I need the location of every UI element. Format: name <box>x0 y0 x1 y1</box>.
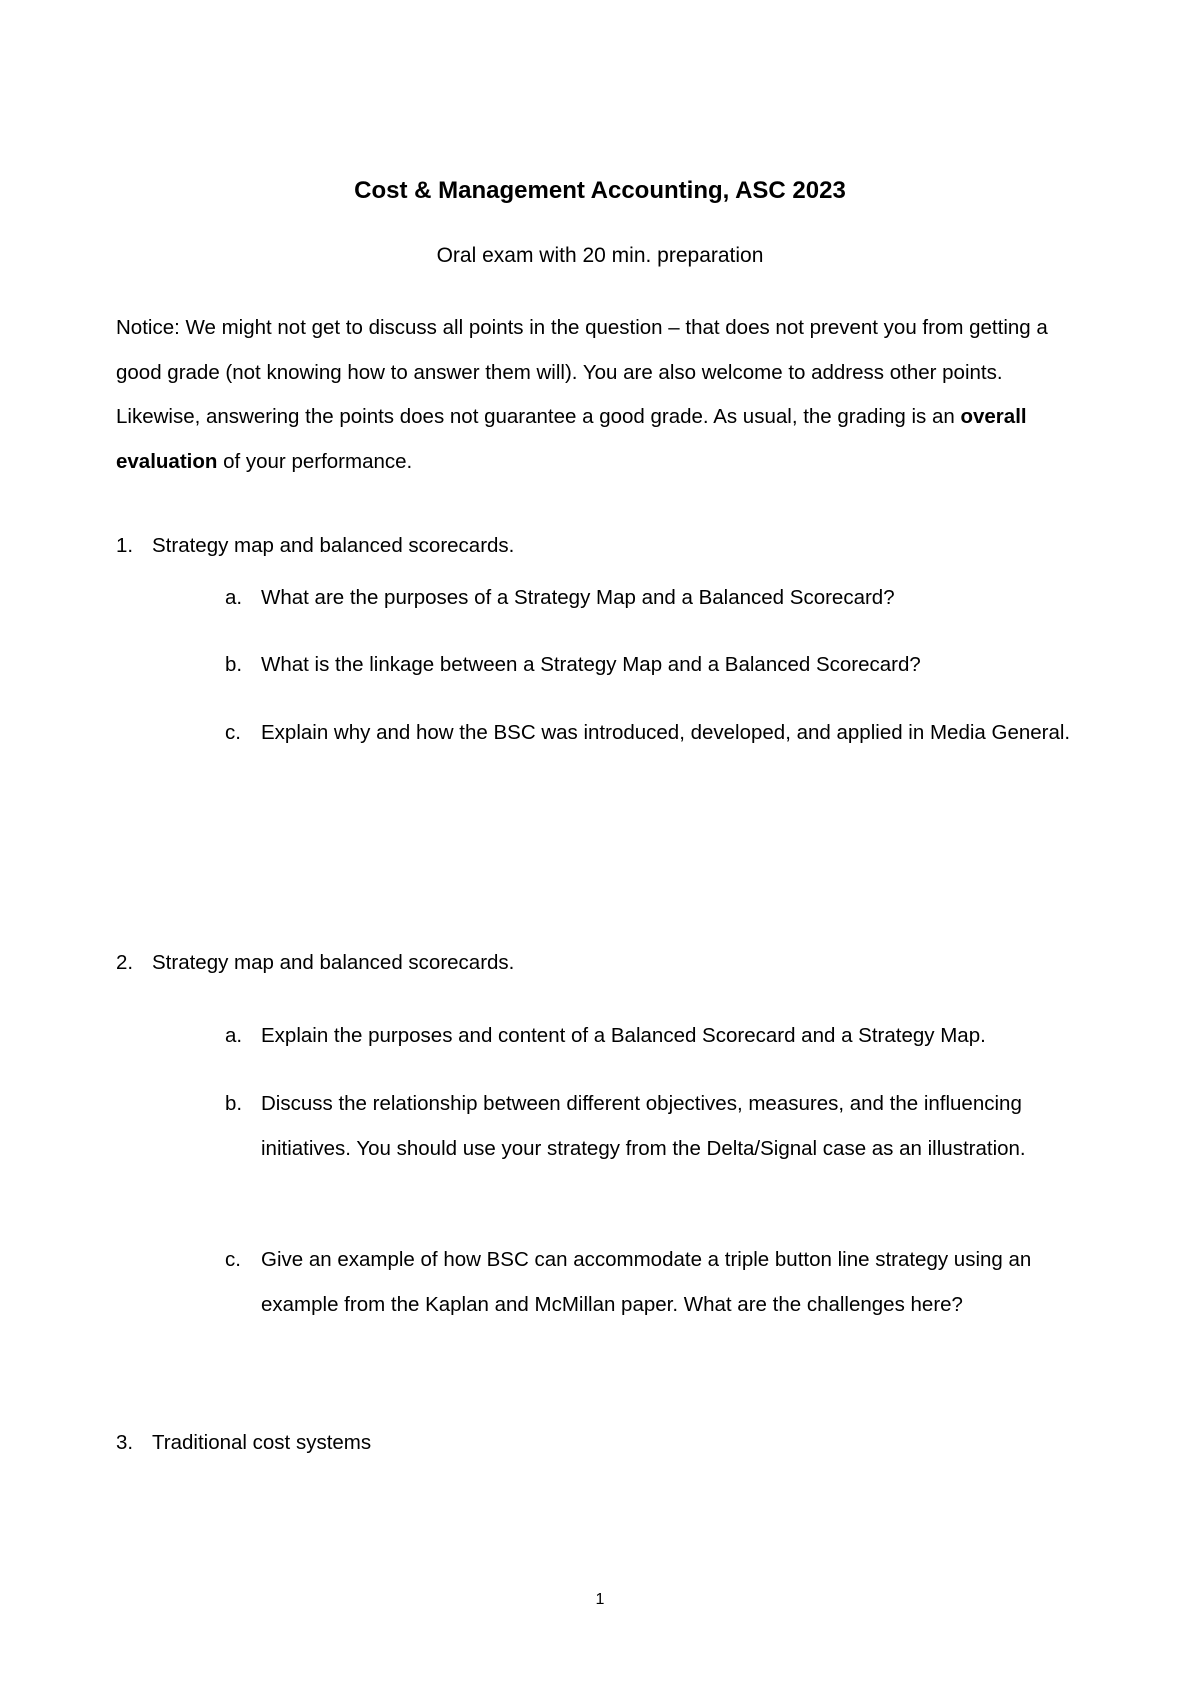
question-1-heading <box>116 531 514 561</box>
question-number: 3. <box>116 1431 134 1454</box>
question-1-item-a <box>225 576 1105 621</box>
item-letter: b. <box>225 653 243 676</box>
item-letter: c. <box>225 1248 241 1271</box>
notice-paragraph <box>116 306 1091 484</box>
document-subtitle: Oral exam with 20 min. preparation <box>436 244 764 267</box>
page-number: 1 <box>595 1591 605 1608</box>
item-text: Discuss the relationship between different objectives, measures, and the influencing initiatives. You should use your strategy from the Delta/Signal case as an illustration. <box>261 1092 1026 1160</box>
item-letter: a. <box>225 586 243 609</box>
question-2-item-c <box>225 1238 1105 1327</box>
question-2-item-b <box>225 1082 1105 1171</box>
question-number: 1. <box>116 534 134 557</box>
document-title: Cost & Management Accounting, ASC 2023 <box>354 177 846 204</box>
item-text: Give an example of how BSC can accommodate a triple button line strategy using an example from the Kaplan and McMillan paper. What are the challenges here? <box>261 1248 1032 1316</box>
question-1-item-b <box>225 643 1105 688</box>
question-heading-text: Strategy map and balanced scorecards. <box>152 534 515 557</box>
question-heading-text: Strategy map and balanced scorecards. <box>152 951 515 974</box>
item-text: Explain why and how the BSC was introduced, developed, and applied in Media General. <box>261 721 1071 744</box>
notice-bold-text: overall evaluation <box>116 405 1027 473</box>
item-letter: b. <box>225 1092 243 1115</box>
item-letter: a. <box>225 1024 243 1047</box>
question-3-heading <box>116 1428 371 1458</box>
question-2-item-a <box>225 1014 1105 1059</box>
item-text: What is the linkage between a Strategy Map and a Balanced Scorecard? <box>261 653 921 676</box>
item-text: Explain the purposes and content of a Balanced Scorecard and a Strategy Map. <box>261 1024 986 1047</box>
notice-text: Notice: We might not get to discuss all points in the question – that does not prevent you from getting a good grade (not knowing how to answer them will). You are also welcome to address other points. Likewise, answering the points does not guarantee a good grade. As usual, the grading is an <box>116 316 1048 428</box>
question-number: 2. <box>116 951 134 974</box>
notice-text-end: of your performance. <box>217 449 413 473</box>
question-heading-text: Traditional cost systems <box>152 1431 372 1454</box>
question-1-item-c <box>225 711 1105 756</box>
item-letter: c. <box>225 721 241 744</box>
question-2-heading <box>116 948 514 978</box>
item-text: What are the purposes of a Strategy Map and a Balanced Scorecard? <box>261 586 895 609</box>
